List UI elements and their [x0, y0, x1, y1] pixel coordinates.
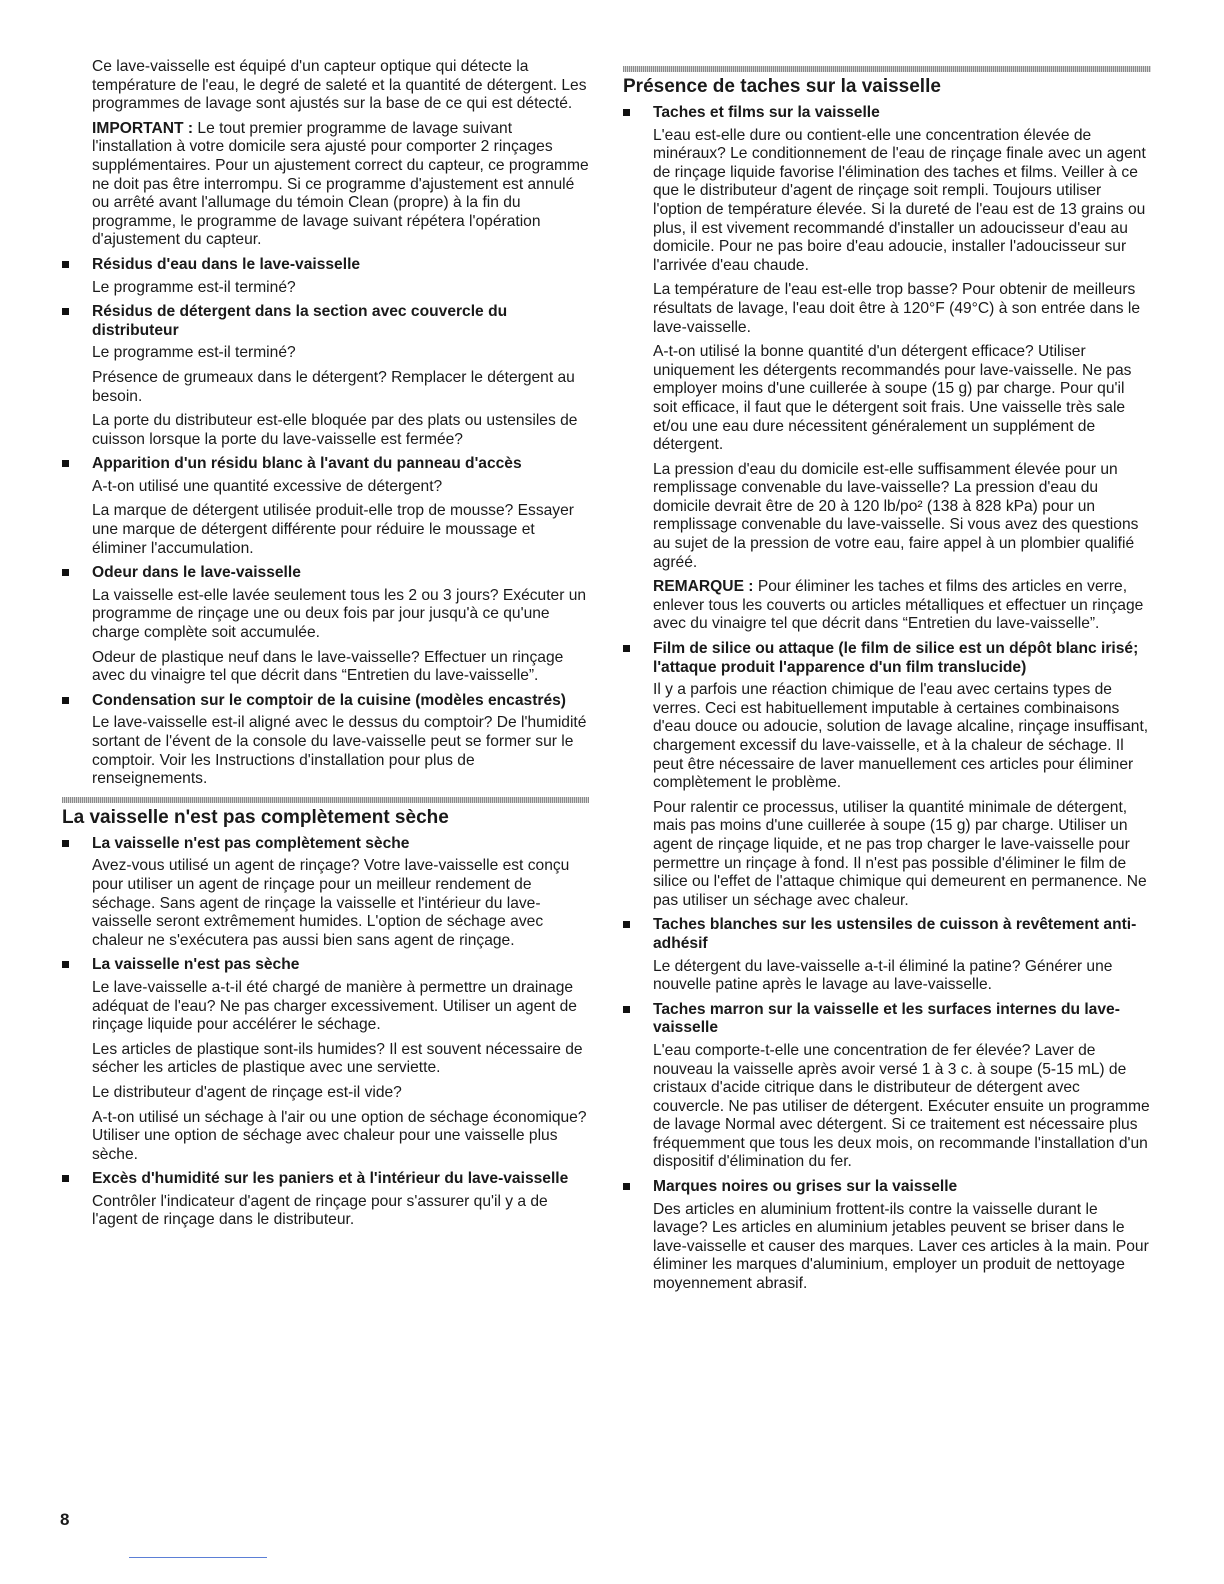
- body-paragraph: Le programme est-il terminé?: [92, 278, 296, 296]
- body-paragraph: A-t-on utilisé la bonne quantité d'un détergent efficace? Utiliser uniquement les détergents recommandés pour lave-vaisselle. Ne pas employer moins d'une cuillerée à soupe (15 g) par charge. Pour qu'il soit efficace, il faut que le détergent soit frais. Une vaisselle très sale et/ou une eau dure nécessitent généralement un supplément de détergent.: [653, 343, 1132, 454]
- important-text: Le tout premier programme de lavage suivant l'installation à votre domicile sera ajusté pour comporter 2 rinçages supplémentaires. Pour un ajustement correct du capteur, ce programme ne doit pas être interrompu. Si ce programme d'ajustement est annulé ou arrêté avant l'allumage du témoin Clean (propre) à la fin du programme, le programme de lavage suivant répétera l'opération d'ajustement du capteur.: [92, 119, 589, 249]
- bullet-square-icon: [62, 961, 69, 968]
- bullet-body: [92, 279, 589, 298]
- bullet-heading: Résidus de détergent dans la section avec couvercle du distributeur: [62, 303, 589, 340]
- remarque-label: REMARQUE :: [653, 578, 754, 596]
- body-paragraph: La vaisselle est-elle lavée seulement tous les 2 ou 3 jours? Exécuter un programme de rinçage une ou deux fois par jour jusqu'à ce qu'une charge complète soit accumulée.: [92, 586, 587, 642]
- important-note: [92, 120, 589, 250]
- body-paragraph: Présence de grumeaux dans le détergent? Remplacer le détergent au besoin.: [92, 368, 575, 405]
- bullet-square-icon: [62, 261, 69, 268]
- body-paragraph: L'eau comporte-t-elle une concentration de fer élevée? Laver de nouveau la vaisselle après avoir versé 1 à 3 c. à soupe (5-15 mL) de cristaux d'acide citrique dans le distributeur de détergent avec couvercle. Ne pas utiliser de détergent. Exécuter ensuite un programme de lavage Normal avec détergent. Si ce traitement est nécessaire plus fréquemment que tous les deux mois, on recommande l'installation d'un dispositif d'élimination du fer.: [653, 1041, 1150, 1171]
- body-paragraph: La pression d'eau du domicile est-elle suffisamment élevée pour un remplissage convenable du lave-vaisselle? La pression d'eau du domicile devrait être de 20 à 120 lb/po² (138 à 828 kPa) pour un remplissage convenable du lave-vaisselle. Si vous avez des questions au sujet de la pression de votre eau, faire appel à un plombier qualifié agréé.: [653, 460, 1139, 571]
- bullet-heading: La vaisselle n'est pas sèche: [62, 956, 589, 975]
- section-divider: [62, 797, 589, 803]
- bullet-heading: La vaisselle n'est pas complètement sèche: [62, 835, 589, 854]
- section-title: Présence de taches sur la vaisselle: [623, 76, 941, 97]
- bullet-body: [92, 344, 589, 449]
- remarque-text: Pour éliminer les taches et films des articles en verre, enlever tous les couverts ou articles métalliques et effectuer un rinçage avec du vinaigre tel que décrit dans “Entretien du lave-vaisselle”.: [653, 578, 1144, 633]
- bullet-body: [92, 857, 589, 950]
- body-paragraph: Le lave-vaisselle est-il aligné avec le dessus du comptoir? De l'humidité sortant de l'évent de la console du lave-vaisselle peut se former sur le comptoir. Voir les Instructions d'installation pour plus de renseignements.: [92, 714, 587, 788]
- body-paragraph: Avez-vous utilisé un agent de rinçage? Votre lave-vaisselle est conçu pour utiliser un agent de rinçage pour un meilleur rendement de séchage. Sans agent de rinçage la vaisselle et l'intérieur du lave-vaisselle seront extrêmement humides. L'option de séchage avec chaleur ne s'exécutera pas aussi bien sans agent de rinçage.: [92, 857, 570, 949]
- body-paragraph: A-t-on utilisé un séchage à l'air ou une option de séchage économique? Utiliser une option de séchage avec chaleur pour une vaisselle plus sèche.: [92, 1108, 587, 1163]
- bullet-body: [92, 714, 589, 788]
- left-column: [62, 58, 589, 1236]
- body-paragraph: A-t-on utilisé une quantité excessive de détergent?: [92, 477, 443, 495]
- body-paragraph: Pour ralentir ce processus, utiliser la quantité minimale de détergent, mais pas moins d'une cuillerée à soupe (15 g) par charge. Utiliser un agent de rinçage liquide, et ne pas trop charger le lave-vaisselle pour permettre un rinçage à fond. Il n'est pas possible d'éliminer le film de silice ou l'effet de l'attaque chimique qui demeurent en permanence. Ne pas utiliser un séchage avec chaleur.: [653, 798, 1147, 909]
- body-paragraph: Il y a parfois une réaction chimique de l'eau avec certains types de verres. Ceci est habituellement imputable à certaines combinaisons d'eau douce ou adoucie, solution de lavage alcaline, rinçage insuffisant, chargement excessif du lave-vaisselle, et à la chaleur de séchage. Il peut être nécessaire de laver manuellement ces articles pour éliminer complètement le problème.: [653, 681, 1149, 792]
- bullet-body: [92, 979, 589, 1164]
- body-paragraph: Odeur de plastique neuf dans le lave-vaisselle? Effectuer un rinçage avec du vinaigre tel que décrit dans “Entretien du lave-vaisselle”.: [92, 648, 564, 685]
- bullet-body: [623, 127, 1151, 634]
- footer-divider: [129, 1557, 267, 1558]
- bullet-heading: Taches marron sur la vaisselle et les surfaces internes du lave-vaisselle: [623, 1001, 1151, 1038]
- bullet-body: [92, 587, 589, 686]
- body-paragraph: Le détergent du lave-vaisselle a-t-il éliminé la patine? Générer une nouvelle patine après le lavage au lave-vaisselle.: [653, 957, 1113, 994]
- body-paragraph: Le programme est-il terminé?: [92, 344, 296, 362]
- bullet-square-icon: [62, 697, 69, 704]
- bullet-square-icon: [623, 1183, 630, 1190]
- bullet-square-icon: [62, 308, 69, 315]
- body-paragraph: L'eau est-elle dure ou contient-elle une concentration élevée de minéraux? Le conditionnement de l'eau de rinçage finale avec un agent de rinçage liquide favorise l'élimination des taches et films. Veiller à ce que le distributeur d'agent de rinçage soit rempli. Toujours utiliser l'option de température élevée. Si la dureté de l'eau est de 13 grains ou plus, il est vivement recommandé d'installer un adoucisseur d'eau au domicile. Pour ne pas boire d'eau adoucie, installer l'adoucisseur sur l'arrivée d'eau chaude.: [653, 126, 1146, 274]
- section-divider: [623, 66, 1151, 72]
- bullet-body: [92, 478, 589, 558]
- bullet-heading: Résidus d'eau dans le lave-vaisselle: [62, 256, 589, 275]
- bullet-body: [623, 1201, 1151, 1294]
- page-number: 8: [60, 1510, 70, 1529]
- bullet-square-icon: [62, 1175, 69, 1182]
- body-paragraph: La marque de détergent utilisée produit-elle trop de mousse? Essayer une marque de détergent différente pour réduire le moussage et éliminer l'accumulation.: [92, 502, 574, 557]
- section-title: La vaisselle n'est pas complètement sèche: [62, 806, 449, 828]
- right-column: [623, 58, 1151, 1300]
- body-paragraph: Des articles en aluminium frottent-ils contre la vaisselle durant le lavage? Les articles en aluminium jetables peuvent se briser dans le lave-vaisselle et causer des marques. Laver ces articles à la main. Pour éliminer les marques d'aluminium, employer un produit de nettoyage moyennement abrasif.: [653, 1200, 1149, 1293]
- bullet-square-icon: [62, 569, 69, 576]
- bullet-heading: Apparition d'un résidu blanc à l'avant du panneau d'accès: [62, 455, 589, 474]
- body-paragraph: La température de l'eau est-elle trop basse? Pour obtenir de meilleurs résultats de lavage, l'eau doit être à 120°F (49°C) à son entrée dans le lave-vaisselle.: [653, 281, 1141, 336]
- bullet-square-icon: [623, 645, 630, 652]
- body-paragraph: Les articles de plastique sont-ils humides? Il est souvent nécessaire de sécher les articles de plastique avec une serviette.: [92, 1040, 583, 1077]
- bullet-body: [623, 681, 1151, 910]
- body-paragraph: La porte du distributeur est-elle bloquée par des plats ou ustensiles de cuisson lorsque la porte du lave-vaisselle est fermée?: [92, 412, 578, 448]
- bullet-heading: Excès d'humidité sur les paniers et à l'intérieur du lave-vaisselle: [62, 1170, 589, 1189]
- body-paragraph: Le lave-vaisselle a-t-il été chargé de manière à permettre un drainage adéquat de l'eau? Ne pas charger excessivement. Utiliser un agent de rinçage liquide pour accélérer le séchage.: [92, 978, 577, 1034]
- bullet-square-icon: [623, 1006, 630, 1013]
- intro-paragraph: Ce lave-vaisselle est équipé d'un capteur optique qui détecte la température de l'eau, le degré de saleté et la quantité de détergent. Les programmes de lavage sont ajustés sur la base de ce qui est détecté.: [92, 58, 587, 113]
- bullet-body: [623, 958, 1151, 995]
- bullet-square-icon: [623, 109, 630, 116]
- bullet-heading: Condensation sur le comptoir de la cuisine (modèles encastrés): [62, 692, 589, 711]
- intro-block: [92, 58, 589, 250]
- bullet-heading: Taches et films sur la vaisselle: [623, 104, 1151, 123]
- bullet-heading: Odeur dans le lave-vaisselle: [62, 564, 589, 583]
- bullet-heading: Taches blanches sur les ustensiles de cuisson à revêtement anti-adhésif: [623, 916, 1151, 953]
- body-paragraph: Le distributeur d'agent de rinçage est-il vide?: [92, 1083, 402, 1101]
- bullet-heading: Marques noires ou grises sur la vaisselle: [623, 1178, 1151, 1197]
- bullet-square-icon: [62, 840, 69, 847]
- bullet-body: [92, 1193, 589, 1230]
- bullet-square-icon: [62, 460, 69, 467]
- remarque-note: [653, 578, 1151, 634]
- important-label: IMPORTANT :: [92, 119, 194, 137]
- bullet-square-icon: [623, 921, 630, 928]
- bullet-body: [623, 1042, 1151, 1172]
- body-paragraph: Contrôler l'indicateur d'agent de rinçage pour s'assurer qu'il y a de l'agent de rinçage dans le distributeur.: [92, 1192, 548, 1229]
- bullet-heading: Film de silice ou attaque (le film de silice est un dépôt blanc irisé; l'attaque produit l'apparence d'un film translucide): [623, 640, 1151, 677]
